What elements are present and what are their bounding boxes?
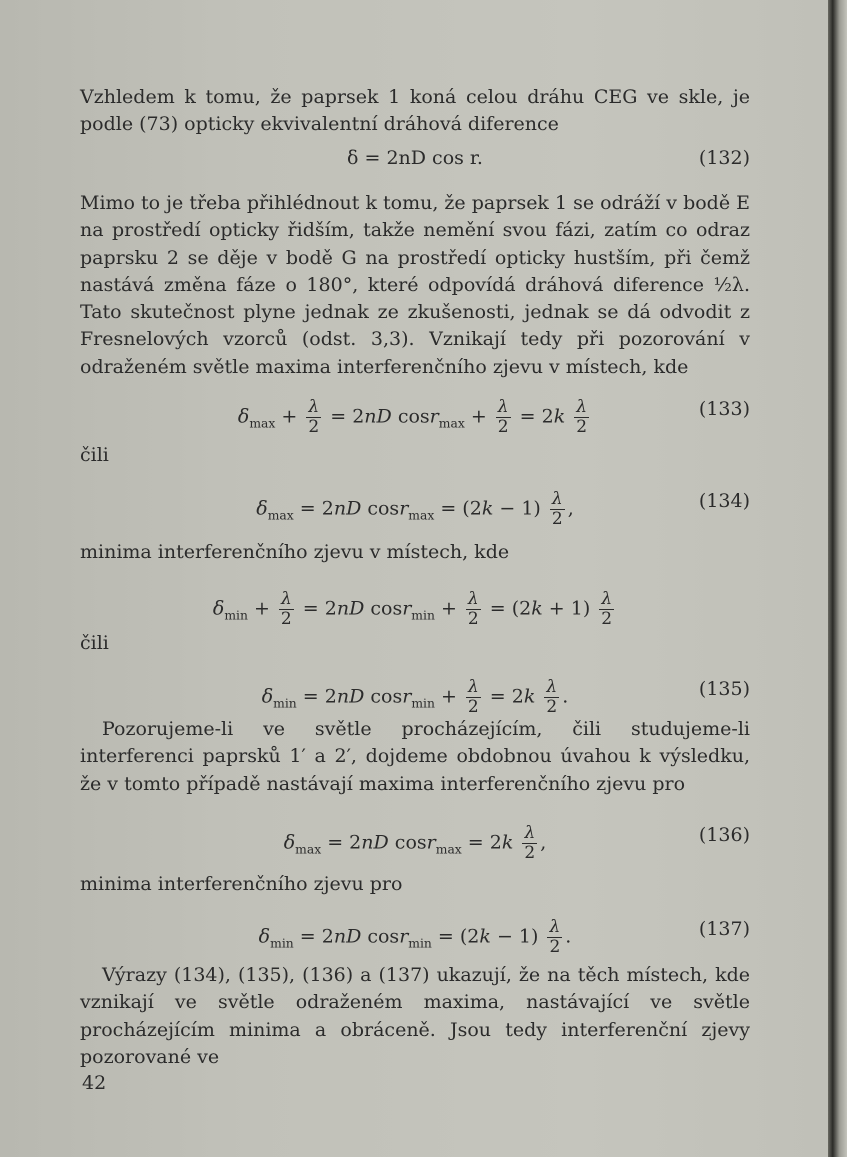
equation-135a-formula: $\delta_{min}$ + $\frac{\lambda}{2}$ = 2nD cosr$_{min}$ + $\frac{\lambda}{2}$ = (2k + 1) $\frac{\lambda}{2}$ — [212, 589, 613, 629]
equation-132-number: (132) — [698, 147, 750, 169]
equation-133-number: (133) — [698, 398, 750, 420]
equation-136-number: (136) — [698, 824, 750, 846]
paragraph-2: Mimo to je třeba přihlédnout k tomu, že paprsek 1 se odráží v bodě E na prostředí opticky řidším, takže nemění svou fázi, zatím co odraz paprsku 2 se děje v bodě G na prostředí opticky hustším, při čemž nastává změna fáze o 180°, které odpovídá dráhová diference ½λ. Tato skutečnost plyne jednak ze zkušenosti, jednak se dá odvodit z Fresnelových vzorců (odst. 3,3). Vznikají tedy při pozorování v odraženém světle maxima interferenčního zjevu v místech, kde — [80, 192, 750, 378]
equation-134-formula: $\delta_{max} = 2nD$ cosr$_{max}$ = (2k − 1) $\frac{\lambda}{2}$ , — [256, 489, 574, 529]
equation-132 — [80, 147, 750, 177]
equation-136 — [80, 806, 750, 866]
book-spine-edge — [828, 0, 847, 1157]
equation-133-formula: $\delta_{max}$ + $\frac{\lambda}{2}$ = 2nD cosr$_{max}$ + $\frac{\lambda}{2}$ = 2k $\frac{\lambda}{2}$ — [237, 397, 588, 437]
page-number: 42 — [82, 1072, 107, 1094]
paragraph-5: minima interferenčního zjevu pro — [80, 873, 403, 895]
equation-134 — [80, 472, 750, 532]
paragraph-4: Pozorujeme-li ve světle procházejícím, čili studujeme-li interferenci paprsků 1′ a 2′, dojdeme obdobnou úvahou k výsledku, že v tomto případě nastávají maxima interferenčního zjevu pro — [80, 718, 750, 795]
equation-133 — [80, 380, 750, 440]
equation-137-formula: $\delta_{min} = 2nD$ cosr$_{min}$ = (2k − 1) $\frac{\lambda}{2}$ . — [258, 917, 572, 957]
equation-137 — [80, 900, 750, 960]
paragraph-1: Vzhledem k tomu, že paprsek 1 koná celou dráhu CEG ve skle, je podle (73) opticky ekvivalentní dráhová diference — [80, 86, 750, 136]
equation-135-formula: $\delta_{min} = 2nD$ cosr$_{min}$ + $\frac{\lambda}{2}$ = 2k $\frac{\lambda}{2}$ . — [261, 677, 569, 717]
equation-135-number: (135) — [698, 678, 750, 700]
equation-134-number: (134) — [698, 490, 750, 512]
paragraph-6: Výrazy (134), (135), (136) a (137) ukazují, že na těch místech, kde vznikají ve světle odraženém maxima, nastávající ve světle procházejícím minima a obráceně. Jsou tedy interferenční zjevy pozorované ve — [80, 964, 750, 1068]
equation-136-formula: $\delta_{max} = 2nD$ cosr$_{max}$ = 2k $\frac{\lambda}{2}$ , — [283, 823, 547, 863]
cili-label-1: čili — [80, 444, 109, 466]
equation-135 — [80, 660, 750, 720]
equation-132-formula: δ = 2nD cos r. — [347, 147, 483, 169]
equation-137-number: (137) — [698, 918, 750, 940]
paragraph-3: minima interferenčního zjevu v místech, kde — [80, 541, 510, 563]
cili-label-2: čili — [80, 632, 109, 654]
equation-135a — [80, 572, 750, 632]
